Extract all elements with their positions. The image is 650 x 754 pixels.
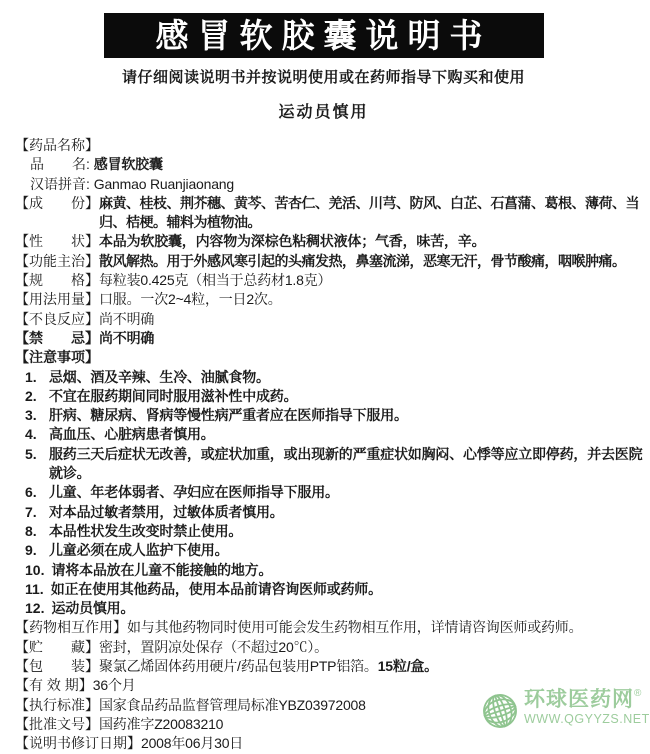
field-character — [15, 232, 645, 251]
precaution-item — [15, 406, 645, 425]
product-name-value: 感冒软胶囊 — [93, 156, 163, 173]
precaution-item-number: 9. — [25, 542, 37, 559]
pinyin-label: 汉语拼音: — [30, 175, 94, 192]
field-revision-date — [15, 734, 645, 753]
precaution-item-text: 肝病、糖尿病、肾病等慢性病严重者应在医师指导下服用。 — [49, 407, 408, 424]
character-value: 本品为软胶囊，内容物为深棕色粘稠状液体；气香，味苦，辛。 — [99, 233, 486, 250]
precaution-item — [15, 561, 645, 580]
precaution-item — [15, 368, 645, 387]
specification-label: 【规 格】 — [15, 272, 99, 289]
interactions-value: 如与其他药物同时使用可能会发生药物相互作用，详情请咨询医师或药师。 — [127, 619, 583, 636]
precaution-item-text: 请将本品放在儿童不能接触的地方。 — [51, 561, 273, 578]
leaflet-body — [0, 122, 647, 754]
precaution-item — [15, 580, 645, 599]
revision-date-value: 2008年06月30日 — [141, 735, 244, 752]
revision-date-label: 【说明书修订日期】 — [15, 735, 141, 752]
composition-value: 麻黄、桂枝、荆芥穗、黄芩、苦杏仁、羌活、川芎、防风、白芷、石菖蒲、葛根、薄荷、当归、桔梗。辅料为植物油。 — [99, 194, 639, 231]
adverse-reactions-value: 尚不明确 — [99, 310, 155, 327]
pinyin-value: Ganmao Ruanjiaonang — [93, 175, 234, 192]
field-precautions — [15, 348, 645, 367]
approval-number-label: 【批准文号】 — [15, 715, 99, 732]
standard-label: 【执行标准】 — [15, 696, 99, 713]
precaution-item-text: 服药三天后症状无改善，或症状加重，或出现新的严重症状如胸闷、心悸等应立即停药，并去医院就诊。 — [49, 445, 643, 482]
precaution-item-text: 如正在使用其他药品，使用本品前请咨询医师或药师。 — [50, 580, 382, 597]
specification-value: 每粒装0.425克（相当于总药材1.8克） — [99, 272, 332, 289]
packaging-label: 【包 装】 — [15, 658, 99, 675]
drug-name-label: 【药品名称】 — [15, 137, 99, 153]
precaution-item — [15, 387, 645, 406]
leaflet-title-banner — [104, 13, 544, 58]
precaution-item-number: 3. — [25, 407, 37, 424]
watermark-text — [524, 689, 650, 726]
precaution-item — [15, 541, 645, 560]
precaution-item-number: 6. — [25, 484, 37, 501]
composition-label: 【成 份】 — [15, 194, 99, 211]
field-adverse-reactions — [15, 310, 645, 329]
approval-number-value: 国药准字Z20083210 — [99, 715, 224, 732]
packaging-material: 聚氯乙烯固体药用硬片/药品包装用PTP铝箔。 — [99, 658, 378, 675]
field-storage — [15, 638, 645, 657]
field-pinyin — [15, 175, 645, 194]
registered-trademark-icon: ® — [634, 688, 643, 699]
precaution-item-text: 不宜在服药期间同时服用滋补性中成药。 — [49, 387, 298, 404]
precaution-item-text: 运动员慎用。 — [51, 600, 135, 617]
precaution-item — [15, 599, 645, 618]
precautions-label: 【注意事项】 — [15, 349, 99, 366]
dosage-value: 口服。一次2~4粒，一日2次。 — [99, 291, 282, 308]
character-label: 【性 状】 — [15, 233, 99, 250]
contraindications-value: 尚不明确 — [99, 329, 155, 346]
watermark-site-url: WWW.QGYYZS.NET — [524, 712, 650, 726]
packaging-value — [99, 657, 645, 676]
precaution-item-number: 4. — [25, 426, 37, 443]
standard-value: 国家食品药品监督管理局标准YBZ03972008 — [99, 696, 366, 713]
validity-label: 【有 效 期】 — [15, 677, 93, 694]
watermark — [481, 688, 650, 735]
field-indications — [15, 252, 645, 271]
precaution-item — [15, 503, 645, 522]
storage-label: 【贮 藏】 — [15, 638, 99, 655]
precaution-item-text: 儿童必须在成人监护下使用。 — [49, 542, 229, 559]
precaution-item-text: 忌烟、酒及辛辣、生冷、油腻食物。 — [49, 368, 270, 385]
precaution-item — [15, 483, 645, 502]
precaution-item-number: 1. — [25, 368, 37, 385]
field-composition — [15, 194, 645, 233]
dosage-label: 【用法用量】 — [15, 291, 99, 308]
field-contraindications — [15, 329, 645, 348]
precaution-item-text: 对本品过敏者禁用，过敏体质者慎用。 — [49, 503, 284, 520]
precaution-item — [15, 445, 645, 484]
field-packaging — [15, 657, 645, 676]
precaution-item — [15, 425, 645, 444]
storage-value: 密封，置阴凉处保存（不超过20℃）。 — [99, 638, 328, 655]
field-specification — [15, 271, 645, 290]
validity-value: 36个月 — [92, 677, 136, 694]
precaution-item-text: 儿童、年老体弱者、孕妇应在医师指导下服用。 — [49, 484, 339, 501]
precaution-item-text: 本品性状发生改变时禁止使用。 — [49, 522, 243, 539]
precaution-item-number: 2. — [25, 387, 37, 404]
contraindications-label: 【禁 忌】 — [15, 329, 99, 346]
precaution-item — [15, 522, 645, 541]
field-dosage — [15, 290, 645, 309]
packaging-count: 15粒/盒。 — [377, 658, 438, 675]
field-drug-name — [15, 136, 645, 155]
adverse-reactions-label: 【不良反应】 — [15, 310, 99, 327]
precaution-item-number: 5. — [25, 445, 37, 462]
product-name-label: 品 名: — [30, 156, 94, 173]
athlete-warning: 运动员慎用 — [278, 104, 369, 121]
interactions-label: 【药物相互作用】 — [15, 619, 127, 636]
globe-icon — [481, 692, 519, 735]
field-product-name — [15, 155, 645, 174]
indications-label: 【功能主治】 — [15, 252, 99, 269]
precaution-item-text: 高血压、心脏病患者慎用。 — [49, 426, 215, 443]
precaution-item-number: 8. — [25, 522, 37, 539]
precaution-item-number: 7. — [25, 503, 37, 520]
page-title: 感冒软胶囊说明书 — [155, 17, 492, 54]
indications-value: 散风解热。用于外感风寒引起的头痛发热，鼻塞流涕，恶寒无汗，骨节酸痛，咽喉肿痛。 — [99, 252, 626, 269]
leaflet-page — [0, 13, 650, 752]
field-interactions — [15, 618, 645, 637]
precaution-item-number: 12. — [25, 600, 45, 617]
read-instructions-notice: 请仔细阅读说明书并按说明使用或在药师指导下购买和使用 — [121, 69, 525, 86]
watermark-site-name: 环球医药网® — [524, 688, 643, 711]
precaution-item-number: 10. — [25, 561, 45, 578]
precaution-item-number: 11. — [25, 580, 44, 597]
